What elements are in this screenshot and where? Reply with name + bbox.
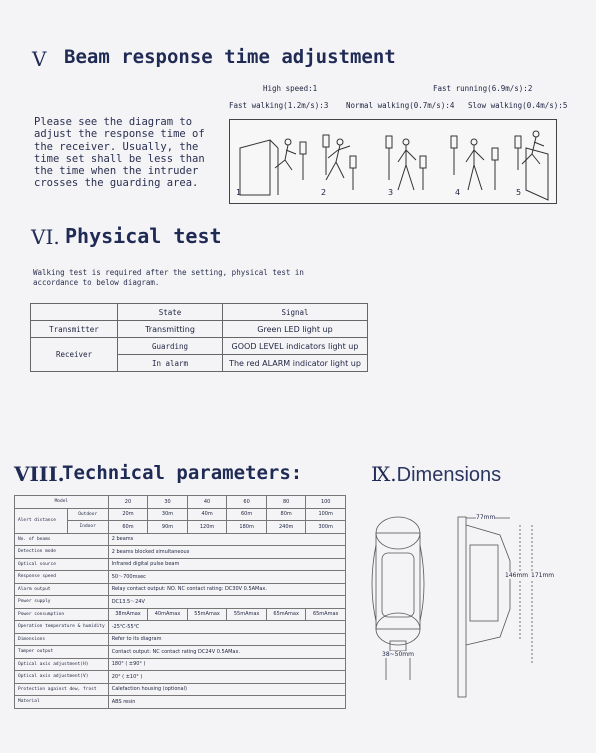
param-label: Optical source: [15, 558, 109, 571]
table-cell: 40m: [187, 508, 227, 521]
label-normal-walking: Normal walking(0.7m/s):4: [346, 101, 455, 110]
receiver-label: Receiver: [31, 338, 118, 372]
beam-intro: Please see the diagram to adjust the response time of the receiver. Usually, the time set shall be less than the time when the intruder crosses the guarding area.: [34, 116, 205, 190]
param-value: 2 beams blocked simultaneous: [108, 546, 345, 559]
label-fast-running: Fast running(6.9m/s):2: [433, 84, 533, 93]
section-ix-heading: [371, 462, 501, 487]
section-vi-title: Physical test: [65, 224, 222, 248]
table-cell: 180m: [227, 521, 267, 534]
panel-number-1: 1: [236, 188, 242, 197]
table-cell: 20: [108, 496, 148, 509]
power-consumption-label: Power consumption: [15, 608, 109, 621]
signal-green-led: Green LED light up: [223, 321, 368, 338]
panel-number-3: 3: [388, 188, 394, 197]
signal-red-alarm: The red ALARM indicator light up: [223, 355, 368, 372]
physical-intro: Walking test is required after the setting, physical test in accordance to below diagram.: [33, 268, 304, 287]
param-label: Protection against dew, frost: [15, 683, 109, 696]
param-value: Calefaction housing (optional): [108, 683, 345, 696]
table-row: [15, 621, 346, 634]
outdoor-label: Outdoor: [67, 508, 108, 521]
param-value: Relay contact output: NO. NC contact rating: DC30V 0.5AMax.: [108, 583, 345, 596]
table-row: [15, 608, 346, 621]
table-row: [31, 304, 368, 321]
section-viii-numeral: VIII.: [14, 462, 65, 486]
param-label: Operation temperature & humidity: [15, 621, 109, 634]
table-cell: 55mAmax: [227, 608, 267, 621]
table-cell: [31, 304, 118, 321]
panel-number-2: 2: [321, 188, 327, 197]
table-cell: 60: [227, 496, 267, 509]
table-cell: 40mAmax: [148, 608, 188, 621]
table-header-signal: Signal: [223, 304, 368, 321]
detector-drawing: [360, 505, 560, 705]
table-cell: 90m: [148, 521, 188, 534]
table-row: [15, 571, 346, 584]
table-row: [31, 321, 368, 338]
state-guarding: Guarding: [118, 338, 223, 355]
table-row: [15, 646, 346, 659]
table-cell: 30m: [148, 508, 188, 521]
table-row: [15, 533, 346, 546]
table-cell: 240m: [266, 521, 306, 534]
dimension-height-1: 146mm: [505, 572, 529, 579]
param-value: 2 beams: [108, 533, 345, 546]
state-transmitting: Transmitting: [118, 321, 223, 338]
section-ix-numeral: Ⅸ.: [371, 462, 397, 486]
param-value: ABS resin: [108, 696, 345, 709]
table-cell: 100: [306, 496, 346, 509]
table-cell: 60m: [108, 521, 148, 534]
table-cell: 65mAmax: [306, 608, 346, 621]
table-row: [15, 496, 346, 509]
label-slow-walking: Slow walking(0.4m/s):5: [468, 101, 568, 110]
table-row: [15, 658, 346, 671]
technical-parameters-table: [14, 495, 346, 709]
dimension-height-2: 171mm: [531, 572, 555, 579]
table-cell: 55mAmax: [187, 608, 227, 621]
param-label: Optical axis adjustment(V): [15, 671, 109, 684]
section-v-numeral: V: [32, 47, 47, 71]
table-cell: 38mAmax: [108, 608, 148, 621]
param-label: Detection mode: [15, 546, 109, 559]
table-cell: 100m: [306, 508, 346, 521]
param-label: Material: [15, 696, 109, 709]
param-label: Alarm output: [15, 583, 109, 596]
table-row: [31, 338, 368, 355]
param-label: Tamper output: [15, 646, 109, 659]
label-high-speed: High speed:1: [263, 84, 318, 93]
param-label: Optical axis adjustment(H): [15, 658, 109, 671]
alert-distance-label: Alert distance: [15, 508, 68, 533]
signal-good-level: GOOD LEVEL indicators light up: [223, 338, 368, 355]
param-value: Refer to its diagram: [108, 633, 345, 646]
table-row: [15, 508, 346, 521]
table-cell: 60m: [227, 508, 267, 521]
speed-diagram: [229, 119, 557, 204]
label-fast-walking: Fast walking(1.2m/s):3: [229, 101, 329, 110]
param-value: Contact output: NC contact rating DC24V 0.5AMax.: [108, 646, 345, 659]
param-label: Dimensions: [15, 633, 109, 646]
panel-number-5: 5: [516, 188, 522, 197]
table-header-state: State: [118, 304, 223, 321]
table-row: [15, 633, 346, 646]
table-cell: 120m: [187, 521, 227, 534]
param-value: DC13.5～24V: [108, 596, 345, 609]
table-cell: 300m: [306, 521, 346, 534]
dimension-width: 77mm: [476, 514, 496, 521]
section-v-title: Beam response time adjustment: [64, 46, 396, 68]
indoor-label: Indoor: [67, 521, 108, 534]
param-value: 50～700msec: [108, 571, 345, 584]
model-label: Model: [15, 496, 109, 509]
section-ix-title: Dimensions: [396, 464, 502, 486]
param-label: Response speed: [15, 571, 109, 584]
table-cell: 65mAmax: [266, 608, 306, 621]
param-label: Power supply: [15, 596, 109, 609]
section-vi-numeral: VI.: [31, 225, 60, 249]
table-cell: 80m: [266, 508, 306, 521]
table-row: [15, 683, 346, 696]
table-cell: 40: [187, 496, 227, 509]
table-row: [15, 558, 346, 571]
table-row: [15, 583, 346, 596]
dimensions-diagram: [360, 505, 560, 705]
transmitter-label: Transmitter: [31, 321, 118, 338]
panel-number-4: 4: [455, 188, 461, 197]
state-in-alarm: In alarm: [118, 355, 223, 372]
section-viii-title: Technical parameters:: [62, 462, 303, 484]
table-cell: 20m: [108, 508, 148, 521]
param-value: Infrared digital pulse beam: [108, 558, 345, 571]
param-value: 20° ( ±10° ): [108, 671, 345, 684]
table-row: [15, 696, 346, 709]
physical-test-table: [30, 303, 368, 372]
param-label: No. of beams: [15, 533, 109, 546]
table-row: [15, 671, 346, 684]
table-row: [15, 546, 346, 559]
table-cell: 30: [148, 496, 188, 509]
param-value: -25℃-55℃: [108, 621, 345, 634]
table-row: [15, 596, 346, 609]
dimension-pole: 38~50mm: [382, 651, 414, 658]
param-value: 180° ( ±90° ): [108, 658, 345, 671]
table-cell: 80: [266, 496, 306, 509]
